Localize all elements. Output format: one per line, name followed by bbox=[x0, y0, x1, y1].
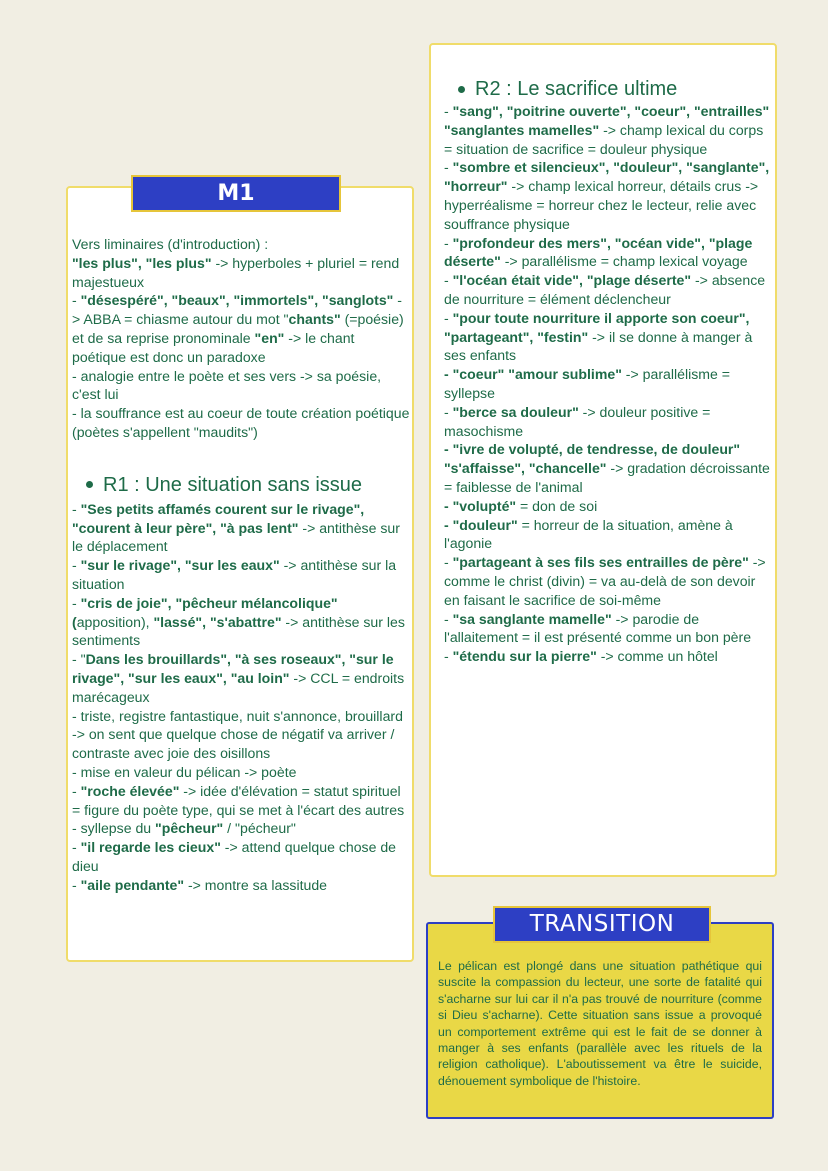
comment-text: - bbox=[72, 292, 81, 309]
text-line bbox=[72, 650, 410, 706]
text-line bbox=[72, 763, 410, 782]
text-line bbox=[72, 782, 410, 820]
transition-text: Le pélican est plongé dans une situation pathétique qui suscite la compassion du lecteur, une sorte de fatalité qui s'acharne sur lui car il n'a pas trouvé de nourriture (comme si Dieu s'acharne). Cette situation sans issue a provoqué un comportement extrême qui est le fait de se donner à manger à ses enfants (parallèle avec les rituels de la religion catholique). L'aboutissement va être le suicide, dénouement symbolique de l'histoire. bbox=[438, 959, 762, 1088]
comment-text: -> hyperboles + pluriel = rend majestueux bbox=[72, 254, 400, 290]
bullet-icon bbox=[86, 481, 93, 488]
comment-text: -> comme le christ (divin) = va au-delà de son devoir en faisant le sacrifice de soi-même bbox=[444, 554, 766, 608]
text-line bbox=[444, 234, 770, 272]
comment-text: -> parallélisme = champ lexical voyage bbox=[500, 253, 748, 270]
text-line bbox=[72, 500, 410, 556]
comment-text: -> champ lexical horreur, détails crus -> hyperréalisme = horreur chez le lecteur, relie avec souffrance physique bbox=[444, 178, 759, 232]
quote-text: chants" bbox=[288, 311, 341, 328]
text-line bbox=[444, 440, 770, 496]
quote-text: - "coeur" "amour sublime" bbox=[444, 366, 622, 383]
comment-text: -> il se donne à manger à ses enfants bbox=[444, 328, 753, 364]
comment-text: - bbox=[72, 876, 81, 893]
m1-content bbox=[72, 235, 410, 895]
quote-text: "sombre et silencieux", "douleur", "sanglante", "horreur" bbox=[444, 159, 770, 195]
quote-text: "sa sanglante mamelle" bbox=[452, 610, 612, 627]
comment-text: -> CCL = endroits marécageux bbox=[72, 669, 405, 705]
quote-text: "sur le rivage", "sur les eaux" bbox=[80, 557, 280, 574]
comment-text: - bbox=[72, 839, 81, 856]
text-line bbox=[444, 309, 770, 365]
comment-text: apposition), bbox=[76, 613, 154, 630]
quote-text: "partageant à ses fils ses entrailles de père" bbox=[452, 554, 749, 571]
quote-text: "désespéré", "beaux", "immortels", "sanglots" bbox=[80, 292, 394, 309]
comment-text: - bbox=[444, 403, 453, 420]
comment-text: -> antithèse sur la situation bbox=[72, 557, 397, 592]
comment-text: -> douleur positive = masochisme bbox=[444, 403, 711, 439]
quote-text: "sang", "poitrine ouverte", "coeur", "entrailles" "sanglantes mamelles" bbox=[444, 103, 770, 138]
transition-label: TRANSITION bbox=[493, 906, 711, 943]
quote-text: "les plus", "les plus" bbox=[72, 254, 212, 271]
comment-text: - bbox=[444, 159, 453, 176]
quote-text: "étendu sur la pierre" bbox=[452, 648, 597, 665]
comment-text: - bbox=[72, 594, 81, 611]
text-line bbox=[72, 838, 410, 876]
text-line bbox=[444, 403, 770, 441]
quote-text: "roche élevée" bbox=[80, 782, 180, 799]
r2-heading bbox=[444, 76, 770, 102]
comment-text: -> absence de nourriture = élément déclencheur bbox=[444, 272, 766, 307]
text-line bbox=[444, 553, 770, 609]
comment-text: - " bbox=[72, 651, 86, 668]
comment-text: - syllepse du bbox=[72, 820, 156, 837]
text-line bbox=[444, 158, 770, 233]
text-line bbox=[72, 876, 410, 895]
text-line bbox=[72, 707, 410, 763]
comment-text: / "pécheur" bbox=[223, 820, 296, 837]
r2-lines bbox=[444, 102, 770, 666]
comment-text: -> champ lexical du corps = situation de sacrifice = douleur physique bbox=[444, 121, 764, 157]
text-line bbox=[444, 497, 770, 516]
comment-text: = don de soi bbox=[516, 497, 598, 514]
quote-text: Dans les brouillards", "à ses roseaux", "sur le rivage", "sur les eaux", "au loin" bbox=[72, 651, 394, 686]
comment-text: -> antithèse sur les sentiments bbox=[72, 613, 405, 649]
text-line bbox=[72, 594, 410, 650]
quote-text: - "ivre de volupté, de tendresse, de douleur" "s'affaisse", "chancelle" bbox=[444, 441, 741, 477]
transition-box bbox=[426, 922, 774, 1119]
comment-text: -> parallélisme = syllepse bbox=[444, 366, 730, 401]
text-line bbox=[444, 365, 770, 403]
quote-text: - "volupté" bbox=[444, 497, 517, 514]
text-line bbox=[444, 610, 770, 648]
comment-text: (=poésie) et de sa reprise pronominale bbox=[72, 311, 404, 346]
quote-text: "pêcheur" bbox=[155, 820, 224, 837]
comment-text: -> antithèse sur le déplacement bbox=[72, 519, 400, 555]
comment-text: - bbox=[444, 309, 453, 326]
text-line bbox=[444, 647, 770, 666]
m1-intro: Vers liminaires (d'introduction) : bbox=[72, 236, 269, 252]
comment-text: - bbox=[72, 500, 81, 517]
comment-text: - bbox=[72, 782, 81, 799]
quote-text: "il regarde les cieux" bbox=[80, 839, 221, 856]
r1-lines bbox=[72, 500, 410, 895]
quote-text: "Ses petits affamés courent sur le rivage", "courent à leur père", "à pas lent" bbox=[72, 500, 365, 536]
text-line bbox=[444, 516, 770, 554]
bullet-icon bbox=[458, 86, 465, 93]
comment-text: - bbox=[444, 272, 453, 289]
quote-text: "berce sa douleur" bbox=[452, 403, 579, 420]
comment-text: - la souffrance est au coeur de toute création poétique (poètes s'appellent "maudits") bbox=[72, 405, 410, 440]
m1-label: M1 bbox=[131, 175, 341, 212]
comment-text: -> attend quelque chose de dieu bbox=[72, 839, 397, 874]
comment-text: - bbox=[444, 610, 453, 627]
m1-lines bbox=[72, 254, 410, 442]
comment-text: -> gradation décroissante = faiblesse de l'animal bbox=[444, 460, 770, 495]
quote-text: "pour toute nourriture il apporte son coeur", "partageant", "festin" bbox=[444, 309, 750, 345]
r2-content bbox=[444, 76, 770, 666]
comment-text: - bbox=[444, 648, 453, 665]
comment-text: -> parodie de l'allaitement = il est présenté comme un bon père bbox=[444, 610, 752, 646]
comment-text: - bbox=[444, 234, 453, 251]
comment-text: = horreur de la situation, amène à l'agonie bbox=[444, 516, 733, 552]
comment-text: -> comme un hôtel bbox=[596, 648, 718, 665]
comment-text: - analogie entre le poète et ses vers -> sa poésie, c'est lui bbox=[72, 367, 382, 403]
comment-text: -> ABBA = chiasme autour du mot " bbox=[72, 292, 402, 328]
text-line bbox=[444, 102, 770, 158]
r2-heading-text: R2 : Le sacrifice ultime bbox=[475, 78, 678, 100]
quote-text: - "douleur" bbox=[444, 516, 518, 533]
comment-text: - bbox=[444, 554, 453, 571]
text-line bbox=[72, 819, 410, 838]
r1-heading-text: R1 : Une situation sans issue bbox=[103, 473, 363, 496]
comment-text: - triste, registre fantastique, nuit s'annonce, brouillard -> on sent que quelque chose de négatif va arriver / contraste avec joie des oisillons bbox=[72, 707, 403, 762]
quote-text: "l'océan était vide", "plage déserte" bbox=[452, 272, 692, 289]
comment-text: - bbox=[72, 557, 81, 574]
comment-text: -> montre sa lassitude bbox=[184, 876, 328, 893]
quote-text: "aile pendante" bbox=[80, 876, 185, 893]
text-line bbox=[72, 254, 410, 292]
text-line bbox=[444, 271, 770, 309]
quote-text: "lassé", "s'abattre" bbox=[153, 613, 282, 630]
comment-text: - bbox=[444, 103, 453, 119]
text-line bbox=[72, 291, 410, 366]
r1-heading bbox=[72, 472, 410, 498]
quote-text: "en" bbox=[254, 329, 285, 346]
text-line bbox=[72, 556, 410, 594]
quote-text: "cris de joie", "pêcheur mélancolique" ( bbox=[72, 594, 338, 630]
comment-text: -> idée d'élévation = statut spirituel = figure du poète type, qui se met à l'écart des autres bbox=[72, 782, 405, 818]
comment-text: -> le chant poétique est donc un paradoxe bbox=[72, 329, 355, 365]
comment-text: - mise en valeur du pélican -> poète bbox=[72, 763, 297, 780]
text-line bbox=[72, 404, 410, 442]
text-line bbox=[72, 367, 410, 405]
quote-text: "profondeur des mers", "océan vide", "plage déserte" bbox=[444, 234, 753, 270]
